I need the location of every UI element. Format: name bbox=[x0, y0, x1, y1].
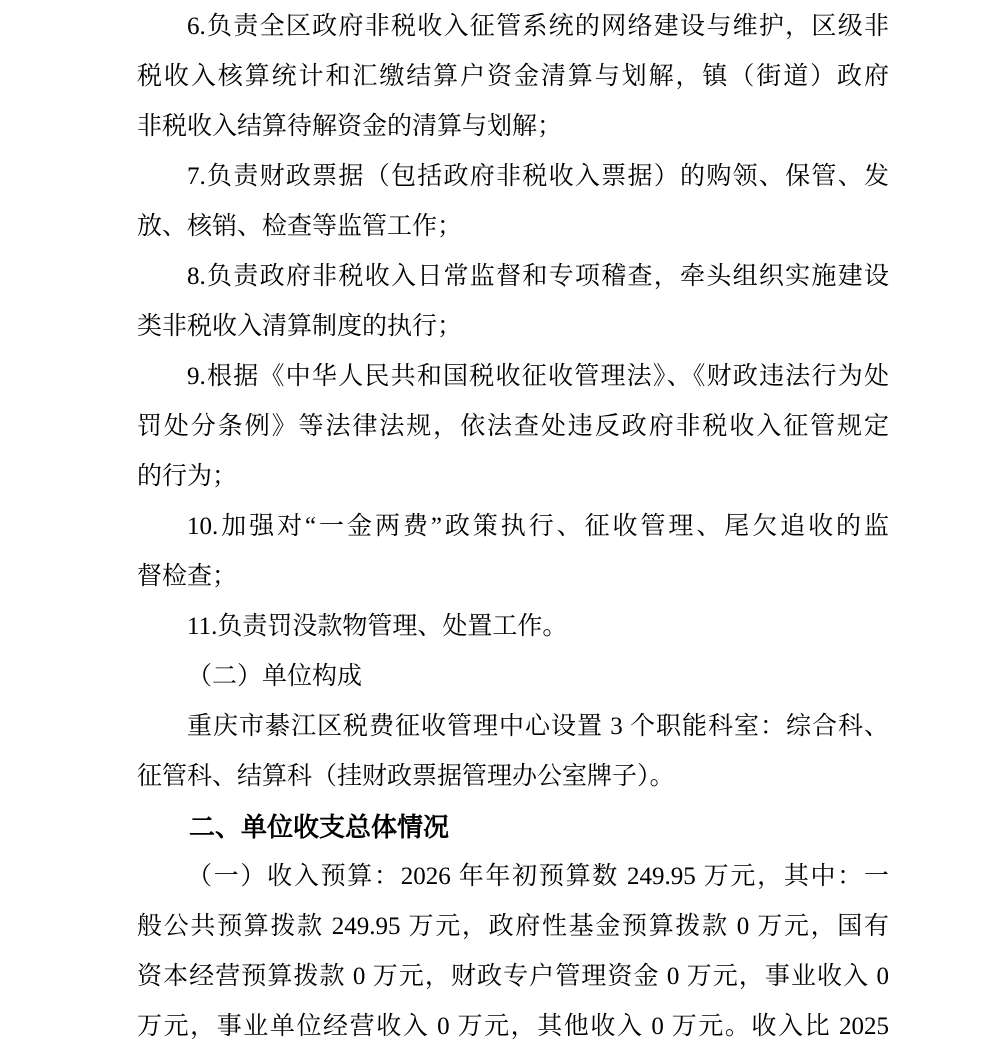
text-line: 二、单位收支总体情况 bbox=[189, 812, 450, 842]
text-line: 的行为； bbox=[137, 463, 238, 490]
document-body bbox=[137, 2, 889, 1052]
paragraph bbox=[137, 852, 889, 1052]
section-heading bbox=[137, 802, 889, 852]
paragraph bbox=[137, 252, 889, 352]
text-line: 10.加强对“一金两费”政策执行、征收管理、尾欠追收的监 bbox=[187, 513, 889, 540]
text-line: 11.负责罚没款物管理、处置工作。 bbox=[187, 613, 568, 640]
text-line: （二）单位构成 bbox=[187, 663, 363, 690]
text-line: 类非税收入清算制度的执行； bbox=[137, 313, 463, 340]
text-line: 重庆市綦江区税费征收管理中心设置 3 个职能科室：综合科、 bbox=[187, 713, 889, 740]
text-line: 7.负责财政票据（包括政府非税收入票据）的购领、保管、发 bbox=[187, 163, 889, 190]
text-line: 罚处分条例》等法律法规，依法查处违反政府非税收入征管规定 bbox=[137, 413, 889, 440]
text-line: 8.负责政府非税收入日常监督和专项稽查，牵头组织实施建设 bbox=[187, 263, 889, 290]
paragraph bbox=[137, 602, 889, 652]
text-line: 万元，事业单位经营收入 0 万元，其他收入 0 万元。收入比 2025 bbox=[137, 1013, 889, 1040]
subsection-heading bbox=[137, 652, 889, 702]
paragraph bbox=[137, 702, 889, 802]
text-line: 般公共预算拨款 249.95 万元，政府性基金预算拨款 0 万元，国有 bbox=[137, 913, 889, 940]
text-line: 非税收入结算待解资金的清算与划解； bbox=[137, 113, 563, 140]
paragraph bbox=[137, 502, 889, 602]
text-line: 税收入核算统计和汇缴结算户资金清算与划解，镇（街道）政府 bbox=[137, 63, 889, 90]
text-line: （一）收入预算：2026 年年初预算数 249.95 万元，其中：一 bbox=[187, 863, 889, 890]
text-line: 督检查； bbox=[137, 563, 238, 590]
text-line: 征管科、结算科（挂财政票据管理办公室牌子）。 bbox=[137, 763, 675, 790]
text-line: 放、核销、检查等监管工作； bbox=[137, 213, 463, 240]
text-line: 6.负责全区政府非税收入征管系统的网络建设与维护，区级非 bbox=[187, 13, 889, 40]
paragraph bbox=[137, 152, 889, 252]
text-line: 9.根据《中华人民共和国税收征收管理法》、《财政违法行为处 bbox=[187, 363, 889, 390]
text-line: 资本经营预算拨款 0 万元，财政专户管理资金 0 万元，事业收入 0 bbox=[137, 963, 889, 990]
paragraph bbox=[137, 352, 889, 502]
paragraph bbox=[137, 2, 889, 152]
